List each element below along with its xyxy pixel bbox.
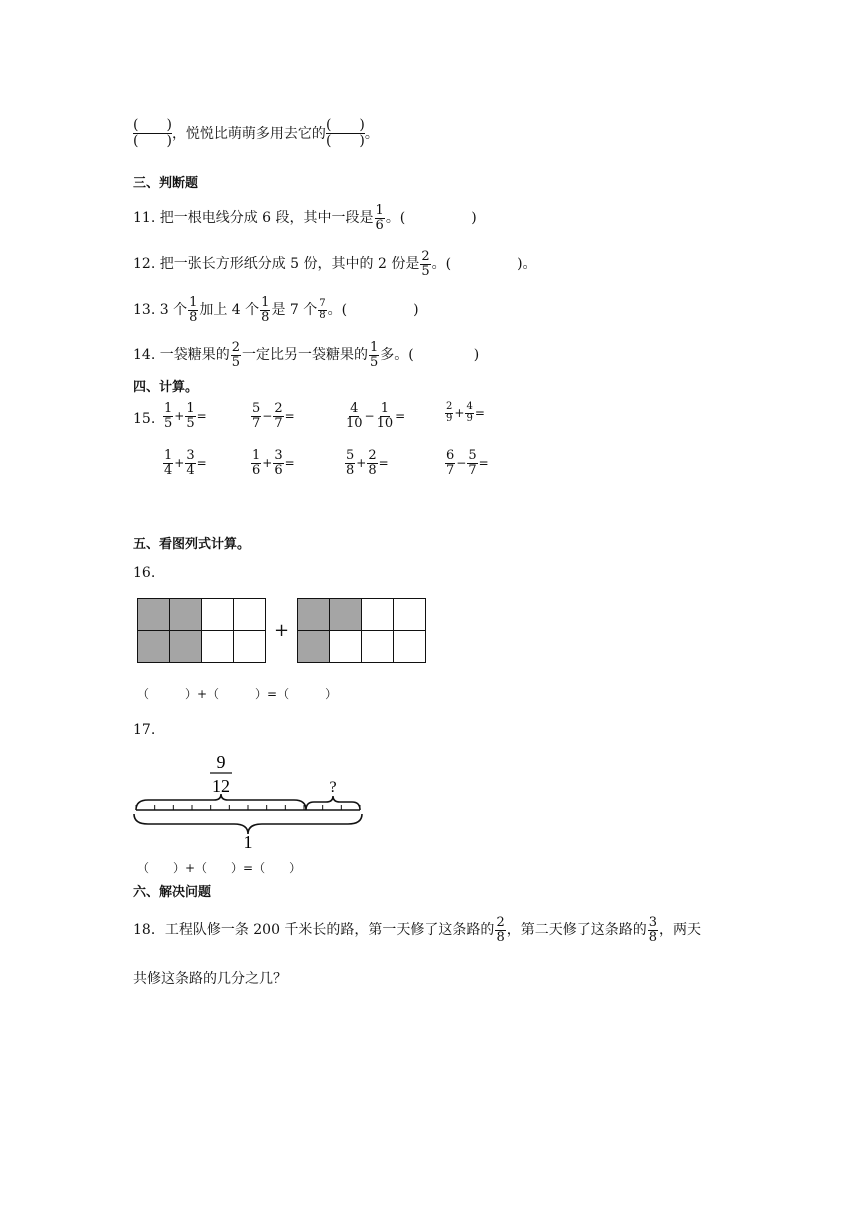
fraction: $\frac{4}{10}$ xyxy=(346,401,363,431)
grid-cell-shaded xyxy=(170,599,202,631)
calc-expression xyxy=(444,402,485,424)
answer-blank: ( ) ( ) xyxy=(133,117,172,150)
number-line-diagram xyxy=(126,748,376,852)
fraction: $\frac{2}{5}$ xyxy=(421,249,430,279)
calc-expression xyxy=(344,449,389,477)
equals-sign: = xyxy=(196,456,207,471)
grid-cell xyxy=(362,631,394,663)
fraction: $\frac{2}{8}$ xyxy=(368,448,377,478)
fraction: $\frac{1}{4}$ xyxy=(164,448,173,478)
section-5-heading: 五、看图列式计算。 xyxy=(133,537,251,552)
grid-cell xyxy=(234,631,266,663)
whole-label: 1 xyxy=(243,832,253,852)
calc-expression xyxy=(162,449,207,477)
fraction: $\frac{5}{8}$ xyxy=(346,448,355,478)
equals-sign: = xyxy=(395,409,406,424)
operator: + xyxy=(454,406,465,420)
question-16-number: 16. xyxy=(133,565,156,581)
question-14: 14. 一袋糖果的 $\frac{2}{5}$ 一定比另一袋糖果的 $\frac{1}{5}$ 多。( ) xyxy=(133,340,480,370)
answer-line-16: （ ）+（ ）=（ ） xyxy=(137,687,338,701)
fraction: $\frac{1}{10}$ xyxy=(376,401,394,431)
fraction: $\frac{2}{5}$ xyxy=(231,340,240,370)
question-12: 12. 把一张长方形纸分成 5 份，其中的 2 份是 $\frac{2}{5}$ 。( )。 xyxy=(133,249,537,279)
fraction: $\frac{2}{7}$ xyxy=(274,401,283,431)
question-18: 18．工程队修一条 200 千米长的路，第一天修了这条路的 $\frac{2}{8}$ ，第二天修了这条路的 $\frac{3}{8}$ ，两天 xyxy=(133,915,701,945)
brace-top-right xyxy=(306,796,360,810)
equals-sign: = xyxy=(474,406,485,420)
operator: + xyxy=(356,456,367,471)
fraction: $\frac{4}{9}$ xyxy=(466,401,473,424)
equals-sign: = xyxy=(284,409,295,424)
answer-line-17: （ ）+（ ）=（ ） xyxy=(137,861,302,875)
fraction: $\frac{3}{6}$ xyxy=(274,448,283,478)
section-4-heading: 四、计算。 xyxy=(133,380,199,395)
equals-sign: = xyxy=(284,456,295,471)
fraction: $\frac{6}{7}$ xyxy=(446,448,455,478)
fraction: $\frac{1}{5}$ xyxy=(370,340,379,370)
fraction-grid-right xyxy=(297,598,426,663)
calc-expression xyxy=(250,449,295,477)
fraction: $\frac{3}{8}$ xyxy=(648,915,657,945)
brace-top-left xyxy=(136,794,306,810)
grid-cell xyxy=(362,599,394,631)
equals-sign: = xyxy=(378,456,389,471)
equals-sign: = xyxy=(196,409,207,424)
operator: − xyxy=(262,409,273,424)
operator: + xyxy=(174,456,185,471)
calc-expression xyxy=(344,402,405,430)
section-6-heading: 六、解决问题 xyxy=(133,885,212,900)
calc-expression xyxy=(250,402,295,430)
fraction-numerator: 9 xyxy=(216,752,226,772)
fraction: $\frac{1}{8}$ xyxy=(189,295,198,325)
plus-sign: + xyxy=(274,620,290,641)
answer-blank: ( ) ( ) xyxy=(325,117,365,150)
question-17-number: 17. xyxy=(133,722,156,738)
fraction: $\frac{1}{5}$ xyxy=(164,401,173,431)
fraction: $\frac{5}{7}$ xyxy=(252,401,261,431)
grid-cell-shaded xyxy=(170,631,202,663)
question-mark: ? xyxy=(329,779,337,796)
fraction: $\frac{5}{7}$ xyxy=(468,448,477,478)
fraction: $\frac{7}{8}$ xyxy=(319,298,326,321)
fraction: $\frac{1}{6}$ xyxy=(375,203,384,233)
question-18-line2: 共修这条路的几分之几？ xyxy=(133,971,287,987)
operator: + xyxy=(262,456,273,471)
grid-cell xyxy=(330,631,362,663)
fraction: $\frac{3}{4}$ xyxy=(186,448,195,478)
fraction: $\frac{1}{5}$ xyxy=(186,401,195,431)
fraction: $\frac{2}{8}$ xyxy=(496,915,505,945)
grid-cell xyxy=(234,599,266,631)
question-15-number: 15. xyxy=(133,411,156,427)
operator: + xyxy=(174,409,185,424)
calc-expression xyxy=(444,449,489,477)
question-13: 13. 3 个 $\frac{1}{8}$ 加上 4 个 $\frac{1}{8}$ 是 7 个 $\frac{7}{8}$ 。( ) xyxy=(133,295,419,325)
grid-cell xyxy=(202,631,234,663)
grid-cell xyxy=(394,599,426,631)
fraction-denominator: 12 xyxy=(212,776,230,796)
grid-cell-shaded xyxy=(138,599,170,631)
fraction: $\frac{2}{9}$ xyxy=(446,401,453,424)
section-3-heading: 三、判断题 xyxy=(133,176,199,191)
grid-cell xyxy=(394,631,426,663)
grid-cell-shaded xyxy=(138,631,170,663)
fraction: $\frac{1}{8}$ xyxy=(261,295,270,325)
equals-sign: = xyxy=(478,456,489,471)
brace-bottom xyxy=(134,814,362,834)
grid-cell xyxy=(202,599,234,631)
calc-expression xyxy=(162,402,207,430)
question-10-tail: ( ) ( ) ，悦悦比萌萌多用去它的 ( ) ( ) 。 xyxy=(133,117,379,150)
question-11: 11. 把一根电线分成 6 段，其中一段是 $\frac{1}{6}$ 。( ) xyxy=(133,203,477,233)
operator: − xyxy=(364,409,375,424)
grid-cell-shaded xyxy=(298,599,330,631)
grid-cell-shaded xyxy=(298,631,330,663)
fraction-grid-left xyxy=(137,598,266,663)
grid-cell-shaded xyxy=(330,599,362,631)
fraction: $\frac{1}{6}$ xyxy=(252,448,261,478)
operator: − xyxy=(456,456,467,471)
